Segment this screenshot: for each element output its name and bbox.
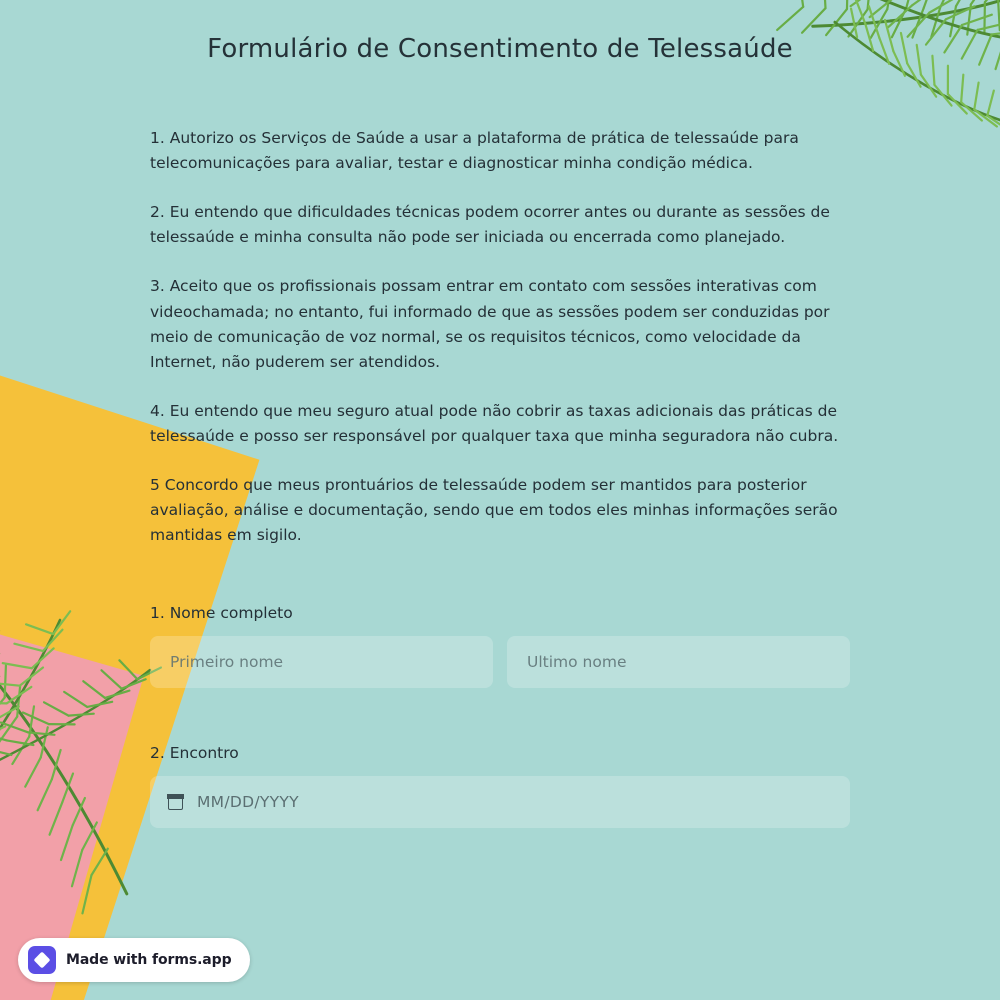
page-title: Formulário de Consentimento de Telessaúde [207, 34, 793, 64]
consent-clause-3: 3. Aceito que os profissionais possam entrar em contato com sessões interativas com videochamada; no entanto, fui informado de que as sessões podem ser conduzidas por meio de comunicação de voz normal, se os requisitos técnicos, como velocidade da Internet, não puderem ser atendidos. [150, 277, 830, 371]
first-name-input[interactable] [150, 636, 493, 688]
calendar-icon [168, 795, 183, 810]
date-field-group [150, 744, 850, 828]
made-with-formsapp-badge[interactable] [18, 938, 250, 982]
badge-made-with-text: Made with [66, 952, 148, 968]
date-label: 2. Encontro [150, 744, 239, 763]
forms-app-logo-icon [28, 946, 56, 974]
full-name-inputs-row [150, 636, 850, 688]
date-placeholder-text: MM/DD/YYYY [197, 793, 299, 812]
consent-clause-2: 2. Eu entendo que dificuldades técnicas podem ocorrer antes ou durante as sessões de telessaúde e minha consulta não pode ser iniciada ou encerrada como planejado. [150, 203, 830, 247]
date-input[interactable] [150, 776, 850, 828]
full-name-label: 1. Nome completo [150, 604, 293, 623]
consent-clause-4: 4. Eu entendo que meu seguro atual pode não cobrir as taxas adicionais das práticas de telessaúde e posso ser responsável por qualquer taxa que minha seguradora não cubra. [150, 401, 839, 445]
consent-clause-1: 1. Autorizo os Serviços de Saúde a usar a plataforma de prática de telessaúde para telecomunicações para avaliar, testar e diagnosticar minha condição médica. [150, 129, 799, 173]
full-name-field-group [150, 604, 850, 688]
last-name-input[interactable] [507, 636, 850, 688]
consent-clause-5: 5 Concordo que meus prontuários de telessaúde podem ser mantidos para posterior avaliação, análise e documentação, sendo que em todos eles minhas informações serão mantidas em sigilo. [150, 476, 838, 545]
badge-brand-text: forms.app [152, 952, 232, 968]
badge-label [66, 952, 232, 968]
